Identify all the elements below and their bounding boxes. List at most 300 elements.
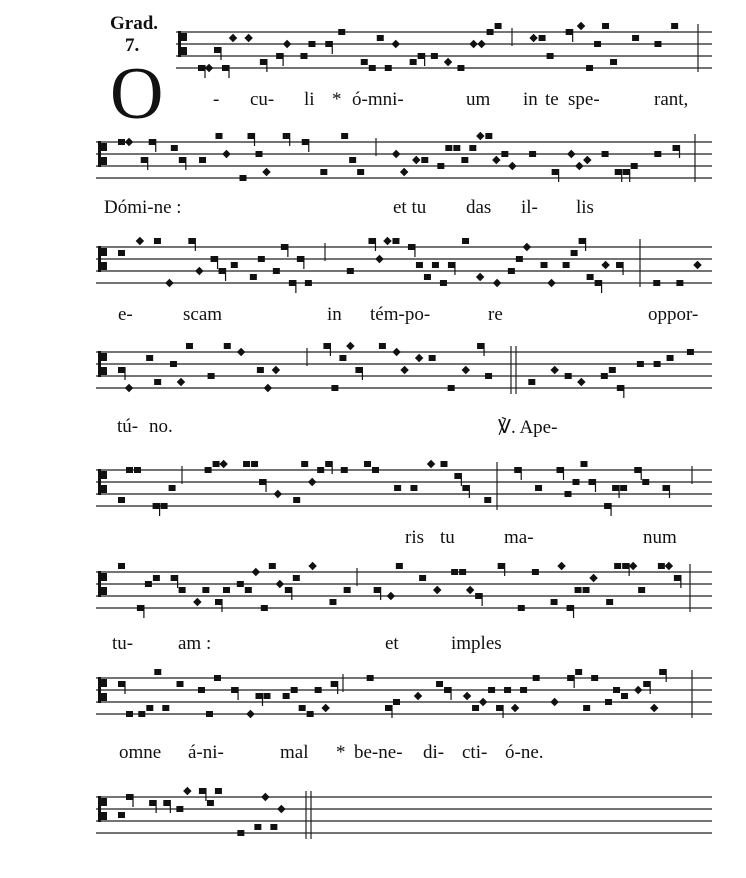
clef-notehead <box>181 33 187 41</box>
neume-punctum <box>315 687 322 693</box>
clef-notehead <box>101 485 107 493</box>
neume-punctum <box>667 355 674 361</box>
neume-punctum <box>299 705 306 711</box>
neume-rhombus <box>547 279 555 287</box>
neume-punctum <box>408 244 415 250</box>
initial-letter: O <box>110 53 164 135</box>
neume-punctum <box>213 461 220 467</box>
neume-rhombus <box>308 478 316 486</box>
neume-punctum <box>199 788 206 794</box>
neume-punctum <box>659 669 666 675</box>
neume-punctum <box>462 485 469 491</box>
neume-rhombus <box>634 686 642 694</box>
neume-punctum <box>591 675 598 681</box>
neume-rhombus <box>392 40 400 48</box>
neume-punctum <box>339 355 346 361</box>
neume-punctum <box>496 705 503 711</box>
neume-punctum <box>616 262 623 268</box>
neume-punctum <box>620 485 627 491</box>
neume-punctum <box>385 705 392 711</box>
lyric-syllable: Dómi-ne : <box>104 197 182 218</box>
neume-rhombus <box>283 40 291 48</box>
lyric-syllable: in <box>523 89 538 110</box>
neume-punctum <box>302 139 309 145</box>
clef-notehead <box>101 573 107 581</box>
neume-punctum <box>579 238 586 244</box>
neume-punctum <box>368 238 375 244</box>
lyric-syllable: - <box>213 89 220 110</box>
lyric-syllable: be-ne- <box>354 742 403 763</box>
clef-notehead <box>101 248 107 256</box>
neume-punctum <box>224 343 231 349</box>
neume-punctum <box>488 687 495 693</box>
lyric-syllable: scam <box>183 304 223 325</box>
neume-punctum <box>256 151 263 157</box>
neume-punctum <box>361 59 368 65</box>
neume-punctum <box>199 157 206 163</box>
neume-punctum <box>344 587 351 593</box>
neume-punctum <box>572 479 579 485</box>
neume-punctum <box>565 373 572 379</box>
neume-punctum <box>377 35 384 41</box>
neume-punctum <box>349 157 356 163</box>
neume-punctum <box>529 151 536 157</box>
neume-punctum <box>418 53 425 59</box>
neume-rhombus <box>277 805 285 813</box>
neume-rhombus <box>462 366 470 374</box>
clef-notehead <box>101 798 107 806</box>
neume-punctum <box>566 29 573 35</box>
lyric-asterisk: * <box>332 89 342 110</box>
staff-system-1 <box>0 18 746 86</box>
neume-punctum <box>269 563 276 569</box>
neume-punctum <box>520 687 527 693</box>
lyric-syllable: um <box>466 89 491 110</box>
mode-number: 7. <box>125 35 140 56</box>
neume-punctum <box>612 485 619 491</box>
neume-punctum <box>514 467 521 473</box>
neume-punctum <box>222 65 229 71</box>
neume-punctum <box>461 157 468 163</box>
lyric-syllable: num <box>643 527 677 548</box>
neume-punctum <box>283 693 290 699</box>
neume-rhombus <box>550 698 558 706</box>
lyric-syllable: tém-po- <box>370 304 431 325</box>
clef-bar <box>98 469 101 495</box>
neume-rhombus <box>412 156 420 164</box>
neume-rhombus <box>308 562 316 570</box>
neume-punctum <box>587 274 594 280</box>
lyric-syllable: cu- <box>250 89 275 110</box>
clef-notehead <box>101 587 107 595</box>
neume-punctum <box>255 693 262 699</box>
neume-punctum <box>126 467 133 473</box>
clef-notehead <box>101 157 107 165</box>
lyric-syllable: á-ni- <box>188 742 224 763</box>
neume-punctum <box>541 262 548 268</box>
neume-rhombus <box>583 156 591 164</box>
neume-punctum <box>138 711 145 717</box>
neume-punctum <box>580 461 587 467</box>
neume-punctum <box>154 238 161 244</box>
neume-punctum <box>276 53 283 59</box>
neume-punctum <box>153 503 160 509</box>
lyric-syllable: di- <box>423 742 445 763</box>
neume-rhombus <box>193 598 201 606</box>
neume-punctum <box>472 705 479 711</box>
neume-punctum <box>528 379 535 385</box>
neume-punctum <box>171 145 178 151</box>
neume-rhombus <box>219 460 227 468</box>
neume-punctum <box>385 65 392 71</box>
neume-punctum <box>567 605 574 611</box>
neume-rhombus <box>511 704 519 712</box>
lyric-asterisk: * <box>336 742 346 763</box>
neume-punctum <box>431 53 438 59</box>
neume-rhombus <box>577 378 585 386</box>
neume-rhombus <box>466 586 474 594</box>
neume-punctum <box>154 379 161 385</box>
neume-rhombus <box>557 562 565 570</box>
lyric-syllable: lis <box>576 197 594 218</box>
neume-punctum <box>341 467 348 473</box>
clef-bar <box>98 141 101 167</box>
neume-punctum <box>437 163 444 169</box>
neume-punctum <box>219 268 226 274</box>
neume-punctum <box>374 587 381 593</box>
neume-rhombus <box>136 237 144 245</box>
staff-system-8 <box>0 783 746 857</box>
staff-system-5 <box>0 456 746 530</box>
lyric-syllable: ó-mni- <box>352 89 404 110</box>
neume-punctum <box>394 485 401 491</box>
neume-punctum <box>186 343 193 349</box>
neume-punctum <box>161 503 168 509</box>
neume-rhombus <box>493 279 501 287</box>
neume-rhombus <box>272 366 280 374</box>
neume-rhombus <box>205 64 213 72</box>
neume-punctum <box>424 274 431 280</box>
neume-rhombus <box>276 580 284 588</box>
neume-rhombus <box>400 168 408 176</box>
neume-punctum <box>260 59 267 65</box>
neume-rhombus <box>237 348 245 356</box>
neume-punctum <box>179 587 186 593</box>
clef-notehead <box>101 262 107 270</box>
lyric-syllable: in <box>327 304 342 325</box>
lyric-syllable: tu <box>440 527 455 548</box>
neume-punctum <box>547 53 554 59</box>
neume-punctum <box>575 587 582 593</box>
neume-punctum <box>662 485 669 491</box>
neume-punctum <box>364 461 371 467</box>
neume-punctum <box>674 575 681 581</box>
neume-rhombus <box>567 150 575 158</box>
neume-punctum <box>653 280 660 286</box>
neume-punctum <box>223 587 230 593</box>
neume-punctum <box>643 681 650 687</box>
lyric-syllable: spe- <box>568 89 600 110</box>
neume-rhombus <box>222 150 230 158</box>
neume-punctum <box>410 485 417 491</box>
neume-rhombus <box>261 793 269 801</box>
neume-rhombus <box>693 261 701 269</box>
neume-punctum <box>118 812 125 818</box>
neume-punctum <box>179 157 186 163</box>
neume-punctum <box>671 23 678 29</box>
neume-punctum <box>687 349 694 355</box>
neume-rhombus <box>392 348 400 356</box>
lyric-syllable: ris <box>405 527 424 548</box>
neume-rhombus <box>125 138 133 146</box>
neume-punctum <box>169 485 176 491</box>
lyric-syllable: mal <box>280 742 309 763</box>
neume-punctum <box>654 361 661 367</box>
neume-punctum <box>634 467 641 473</box>
neume-punctum <box>237 581 244 587</box>
clef-notehead <box>101 693 107 701</box>
neume-punctum <box>451 569 458 575</box>
neume-punctum <box>188 238 195 244</box>
neume-punctum <box>118 250 125 256</box>
neume-punctum <box>440 280 447 286</box>
lyric-syllable: ℣. Ape- <box>498 417 558 438</box>
neume-punctum <box>134 467 141 473</box>
lyric-syllable: tu- <box>112 633 134 654</box>
clef-notehead <box>101 679 107 687</box>
neume-rhombus <box>508 162 516 170</box>
neume-punctum <box>254 824 261 830</box>
neume-rhombus <box>601 261 609 269</box>
neume-punctum <box>215 788 222 794</box>
neume-punctum <box>285 587 292 593</box>
neume-punctum <box>141 157 148 163</box>
neume-rhombus <box>427 460 435 468</box>
neume-punctum <box>329 599 336 605</box>
lyric-syllable: te <box>545 89 559 110</box>
lyric-syllable: imples <box>451 633 502 654</box>
neume-punctum <box>551 599 558 605</box>
neume-punctum <box>567 675 574 681</box>
neume-rhombus <box>274 490 282 498</box>
neume-punctum <box>617 385 624 391</box>
neume-punctum <box>273 268 280 274</box>
neume-punctum <box>564 491 571 497</box>
neume-rhombus <box>262 168 270 176</box>
neume-punctum <box>341 133 348 139</box>
neume-punctum <box>602 23 609 29</box>
neume-punctum <box>421 157 428 163</box>
neume-punctum <box>146 705 153 711</box>
neume-punctum <box>393 699 400 705</box>
neume-rhombus <box>665 562 673 570</box>
neume-punctum <box>355 367 362 373</box>
neume-rhombus <box>650 704 658 712</box>
clef-bar <box>98 571 101 597</box>
neume-rhombus <box>523 243 531 251</box>
neume-punctum <box>118 139 125 145</box>
neume-punctum <box>257 367 264 373</box>
neume-punctum <box>508 268 515 274</box>
neume-punctum <box>245 587 252 593</box>
neume-punctum <box>605 699 612 705</box>
neume-rhombus <box>477 40 485 48</box>
neume-punctum <box>331 385 338 391</box>
staff-system-7 <box>0 664 746 738</box>
neume-punctum <box>379 343 386 349</box>
neume-rhombus <box>629 562 637 570</box>
neume-punctum <box>367 675 374 681</box>
neume-rhombus <box>476 273 484 281</box>
neume-punctum <box>263 693 270 699</box>
clef-notehead <box>101 353 107 361</box>
neume-rhombus <box>375 255 383 263</box>
neume-punctum <box>563 262 570 268</box>
neume-punctum <box>535 485 542 491</box>
clef-bar <box>98 677 101 703</box>
neume-punctum <box>270 824 277 830</box>
neume-punctum <box>610 59 617 65</box>
neume-punctum <box>642 479 649 485</box>
neume-rhombus <box>575 162 583 170</box>
neume-punctum <box>485 373 492 379</box>
neume-punctum <box>137 605 144 611</box>
lyric-syllable: et <box>385 633 399 654</box>
neume-punctum <box>419 575 426 581</box>
neume-punctum <box>163 800 170 806</box>
neume-punctum <box>459 569 466 575</box>
lyric-syllable: il- <box>521 197 538 218</box>
neume-punctum <box>604 503 611 509</box>
neume-punctum <box>297 256 304 262</box>
neume-rhombus <box>492 156 500 164</box>
neume-punctum <box>258 256 265 262</box>
neume-punctum <box>162 705 169 711</box>
neume-punctum <box>454 473 461 479</box>
neume-punctum <box>556 467 563 473</box>
neume-punctum <box>588 479 595 485</box>
neume-punctum <box>638 587 645 593</box>
neume-punctum <box>237 830 244 836</box>
lyric-syllable: ma- <box>504 527 534 548</box>
neume-punctum <box>149 139 156 145</box>
neume-rhombus <box>165 279 173 287</box>
neume-punctum <box>533 675 540 681</box>
neume-punctum <box>308 41 315 47</box>
neume-rhombus <box>479 698 487 706</box>
lyric-syllable: oppor- <box>648 304 699 325</box>
neume-rhombus <box>264 384 272 392</box>
neume-punctum <box>532 569 539 575</box>
neume-punctum <box>583 587 590 593</box>
neume-punctum <box>606 599 613 605</box>
neume-punctum <box>416 262 423 268</box>
neume-punctum <box>145 581 152 587</box>
neume-punctum <box>485 133 492 139</box>
clef-bar <box>178 31 181 57</box>
neume-punctum <box>444 687 451 693</box>
neume-punctum <box>206 711 213 717</box>
neume-punctum <box>475 593 482 599</box>
neume-punctum <box>396 563 403 569</box>
clef-bar <box>98 246 101 272</box>
neume-punctum <box>673 145 680 151</box>
neume-punctum <box>154 669 161 675</box>
neume-punctum <box>146 355 153 361</box>
neume-punctum <box>495 23 502 29</box>
neume-punctum <box>118 497 125 503</box>
lyric-syllable: ó-ne. <box>505 742 544 763</box>
neume-punctum <box>307 711 314 717</box>
neume-rhombus <box>444 58 452 66</box>
neume-punctum <box>207 800 214 806</box>
neume-punctum <box>637 361 644 367</box>
neume-punctum <box>614 563 621 569</box>
neume-punctum <box>170 361 177 367</box>
neume-punctum <box>171 575 178 581</box>
neume-rhombus <box>383 237 391 245</box>
neume-punctum <box>231 687 238 693</box>
lyric-syllable: et tu <box>393 197 427 218</box>
neume-punctum <box>372 467 379 473</box>
neume-punctum <box>539 35 546 41</box>
neume-punctum <box>487 29 494 35</box>
neume-rhombus <box>529 34 537 42</box>
neume-punctum <box>594 41 601 47</box>
clef-notehead <box>181 47 187 55</box>
neume-punctum <box>601 373 608 379</box>
neume-rhombus <box>252 568 260 576</box>
neume-punctum <box>248 133 255 139</box>
neume-punctum <box>347 268 354 274</box>
neume-rhombus <box>321 704 329 712</box>
neume-rhombus <box>392 150 400 158</box>
neume-punctum <box>410 59 417 65</box>
neume-punctum <box>325 461 332 467</box>
neume-rhombus <box>463 692 471 700</box>
clef-bar <box>98 796 101 822</box>
neume-rhombus <box>415 354 423 362</box>
neume-punctum <box>331 681 338 687</box>
neume-punctum <box>176 806 183 812</box>
neume-punctum <box>440 461 447 467</box>
neume-punctum <box>149 800 156 806</box>
neume-punctum <box>392 238 399 244</box>
staff-system-3 <box>0 233 746 305</box>
lyric-syllable: rant, <box>654 89 689 110</box>
neume-punctum <box>214 47 221 53</box>
neume-punctum <box>300 53 307 59</box>
lyric-syllable: li <box>304 89 315 110</box>
neume-punctum <box>575 669 582 675</box>
neume-punctum <box>118 367 125 373</box>
neume-punctum <box>153 575 160 581</box>
neume-punctum <box>202 587 209 593</box>
neume-punctum <box>654 41 661 47</box>
neume-punctum <box>501 151 508 157</box>
neume-punctum <box>338 29 345 35</box>
neume-punctum <box>469 145 476 151</box>
neume-punctum <box>305 280 312 286</box>
neume-punctum <box>448 262 455 268</box>
staff-system-6 <box>0 558 746 630</box>
neume-punctum <box>177 681 184 687</box>
neume-punctum <box>676 280 683 286</box>
neume-punctum <box>126 711 133 717</box>
neume-rhombus <box>577 22 585 30</box>
lyric-syllable: e- <box>118 304 133 325</box>
neume-punctum <box>198 687 205 693</box>
